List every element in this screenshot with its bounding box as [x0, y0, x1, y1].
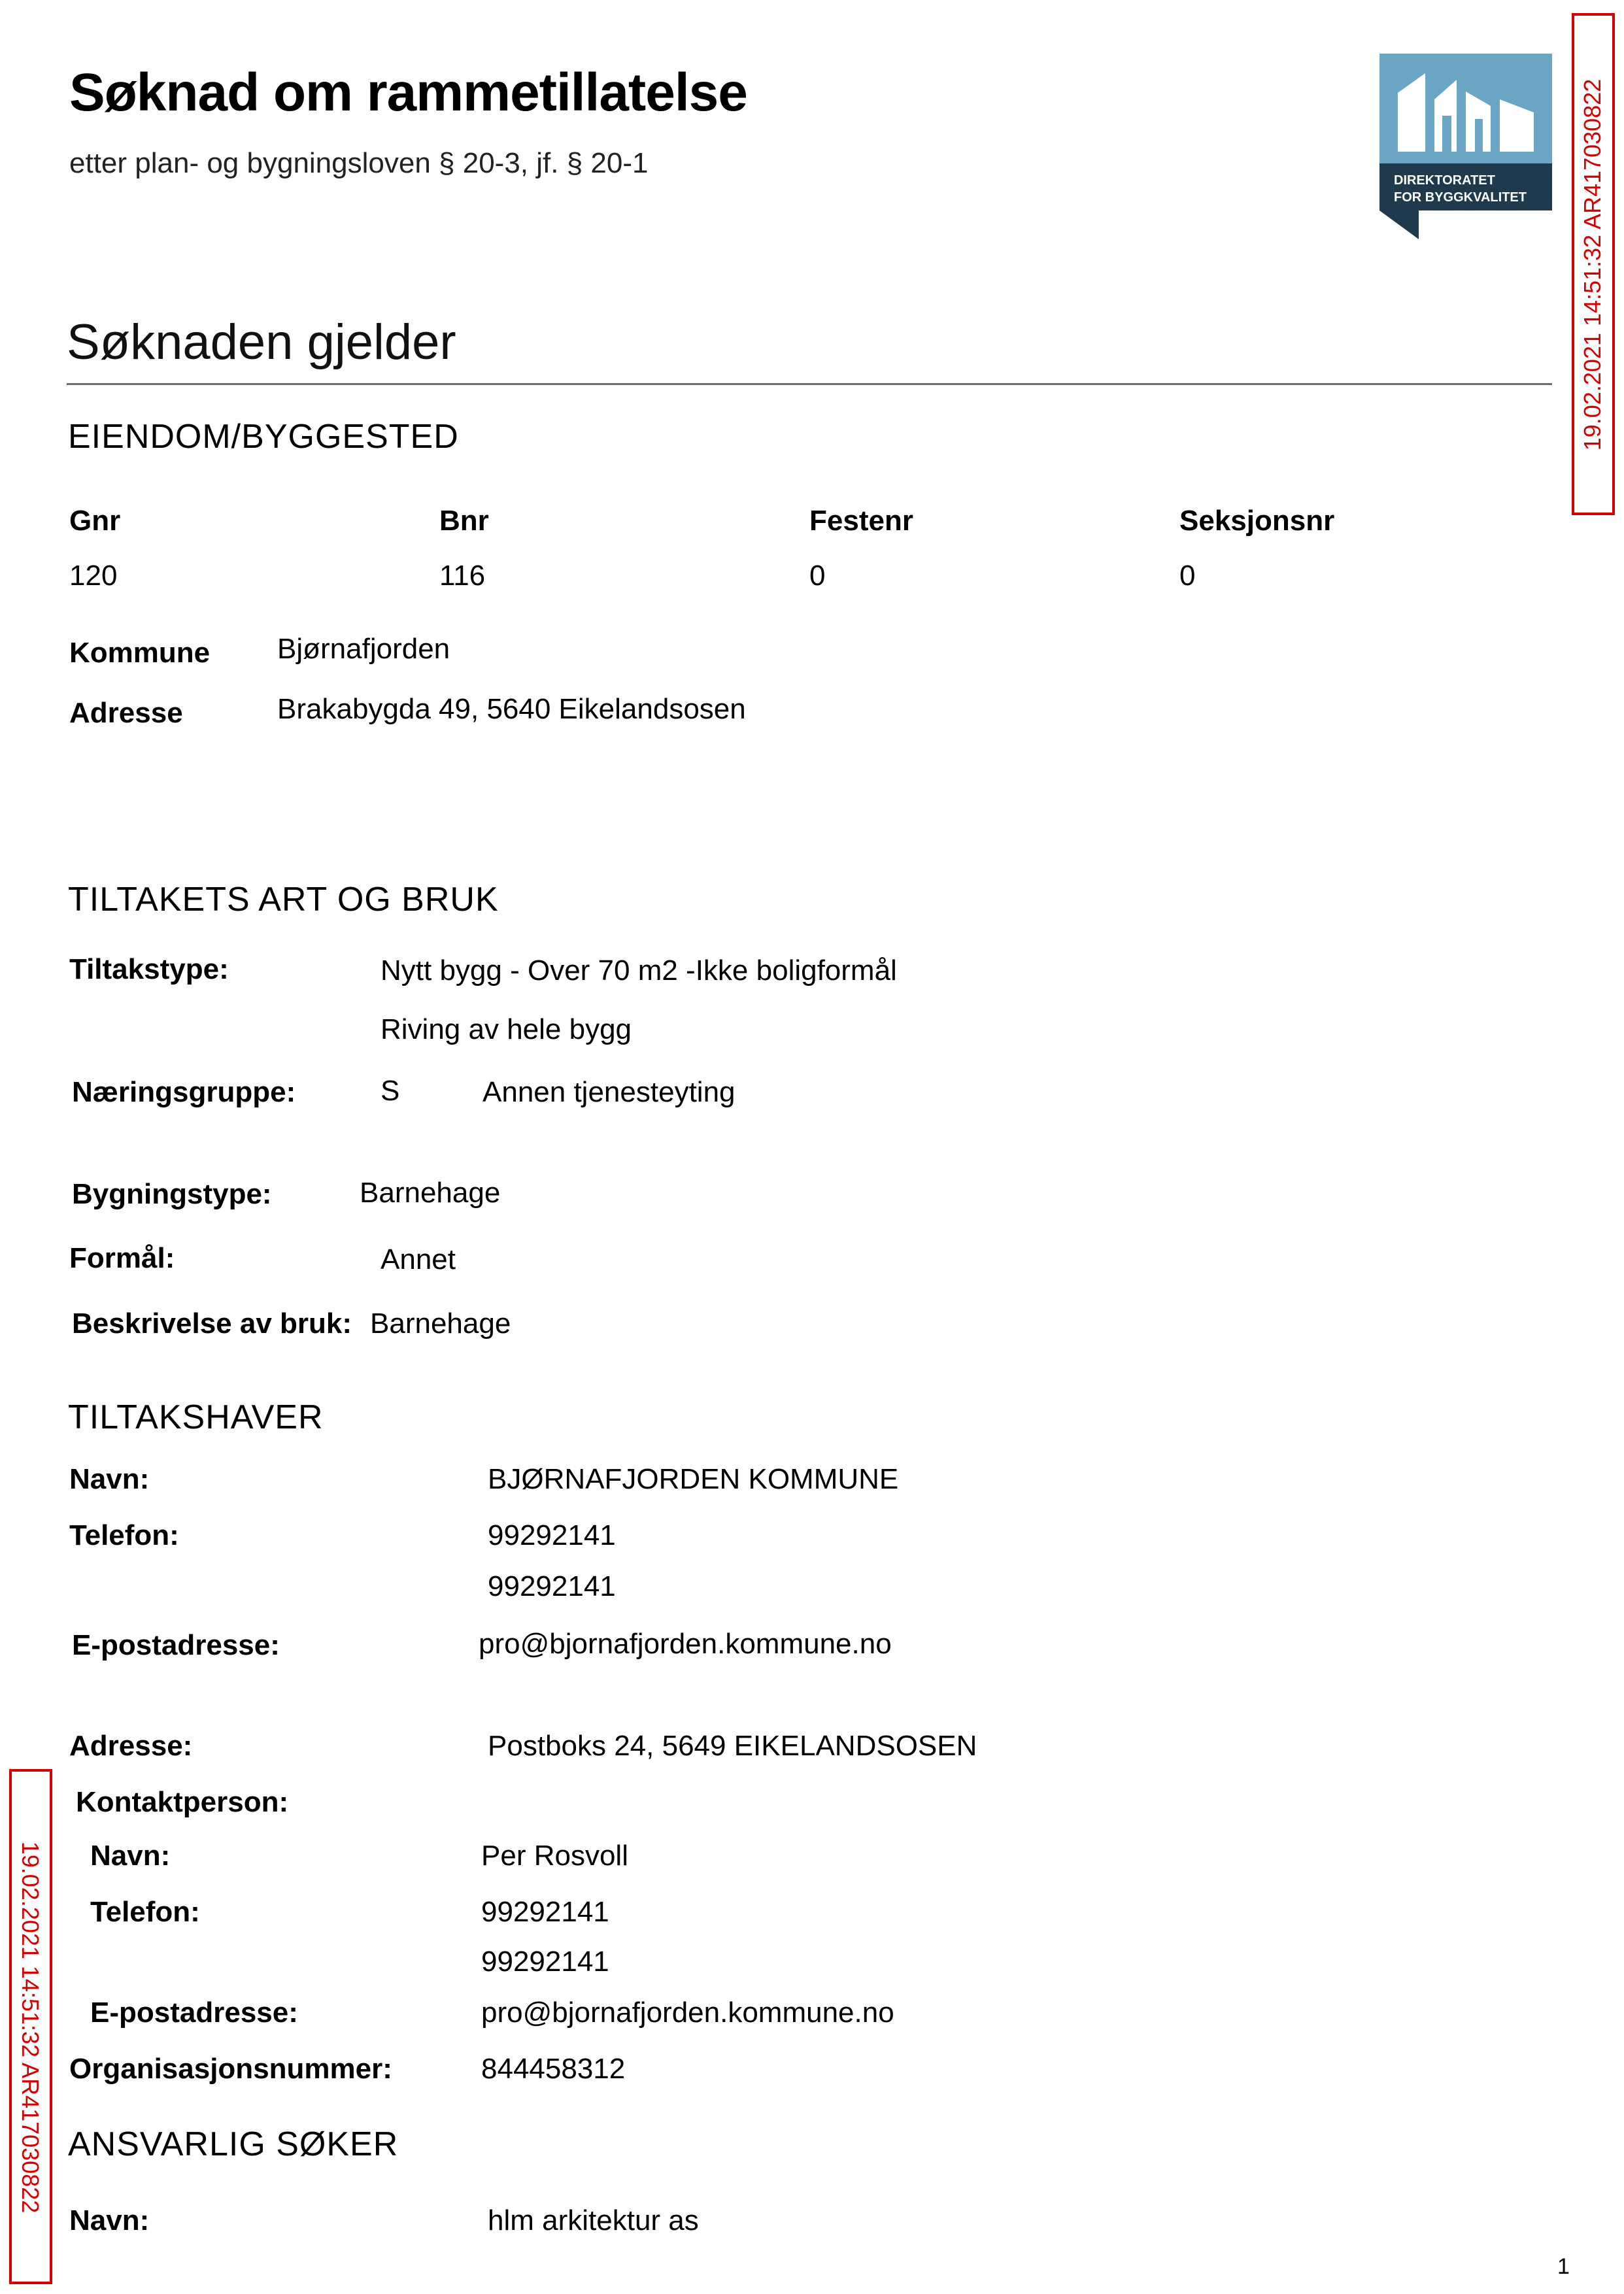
gnr-label: Gnr — [69, 505, 121, 537]
page-number: 1 — [1557, 2254, 1570, 2279]
gnr-value: 120 — [69, 560, 118, 592]
ansvarlig-navn-value: hlm arkitektur as — [488, 2204, 699, 2236]
bygningstype-label: Bygningstype: — [72, 1178, 272, 1210]
tiltakshaver-epost-label: E-postadresse: — [72, 1629, 280, 1661]
section-divider — [67, 383, 1552, 385]
tiltakshaver-heading: TILTAKSHAVER — [68, 1398, 324, 1436]
naeringsgruppe-code: S — [381, 1075, 400, 1107]
seksjonsnr-label: Seksjonsnr — [1179, 505, 1335, 537]
adresse-label: Adresse — [69, 697, 183, 729]
ansvarlig-heading: ANSVARLIG SØKER — [68, 2125, 399, 2163]
adresse-value: Brakabygda 49, 5640 Eikelandsosen — [277, 693, 746, 725]
date-stamp-top-text: 19.02.2021 14:51:32 AR417030822 — [1579, 78, 1606, 451]
eiendom-heading: EIENDOM/BYGGESTED — [68, 418, 459, 456]
logo-line-1: DIREKTORATET — [1394, 173, 1495, 188]
formal-label: Formål: — [69, 1242, 175, 1274]
tiltakshaver-navn-label: Navn: — [69, 1463, 150, 1495]
formal-value: Annet — [381, 1243, 456, 1275]
kontakt-telefon-label: Telefon: — [90, 1896, 200, 1928]
document-subtitle: etter plan- og bygningsloven § 20-3, jf. § 20-1 — [69, 147, 649, 179]
tiltakshaver-epost-value: pro@bjornafjorden.kommune.no — [479, 1628, 892, 1660]
tiltakshaver-adresse-label: Adresse: — [69, 1730, 193, 1762]
kontaktperson-label: Kontaktperson: — [76, 1786, 289, 1818]
document-title: Søknad om rammetillatelse — [69, 63, 747, 122]
kontakt-telefon-value-1: 99292141 — [481, 1896, 609, 1928]
kontakt-epost-value: pro@bjornafjorden.kommune.no — [481, 1997, 894, 2029]
bnr-value: 116 — [439, 560, 486, 592]
beskrivelse-label: Beskrivelse av bruk: — [72, 1307, 352, 1340]
seksjonsnr-value: 0 — [1179, 560, 1196, 592]
bnr-label: Bnr — [439, 505, 489, 537]
kontakt-epost-label: E-postadresse: — [90, 1997, 298, 2029]
kommune-label: Kommune — [69, 637, 211, 669]
festenr-value: 0 — [809, 560, 826, 592]
ansvarlig-navn-label: Navn: — [69, 2204, 150, 2236]
logo-line-2: FOR BYGGKVALITET — [1394, 190, 1527, 205]
tiltakstype-value-2: Riving av hele bygg — [381, 1013, 632, 1045]
date-stamp-bottom — [9, 1769, 52, 2284]
tiltakshaver-adresse-value: Postboks 24, 5649 EIKELANDSOSEN — [488, 1730, 977, 1762]
tiltakshaver-telefon-value-1: 99292141 — [488, 1519, 616, 1551]
orgnr-value: 844458312 — [481, 2053, 626, 2085]
tiltakshaver-telefon-label: Telefon: — [69, 1519, 179, 1551]
kontakt-telefon-value-2: 99292141 — [481, 1946, 609, 1978]
kontakt-navn-label: Navn: — [90, 1840, 171, 1872]
date-stamp-bottom-text: 19.02.2021 14:51:32 AR417030822 — [17, 1841, 44, 2214]
orgnr-label: Organisasjonsnummer: — [69, 2053, 392, 2085]
bygningstype-value: Barnehage — [360, 1177, 501, 1209]
dibk-logo — [1379, 54, 1552, 239]
naeringsgruppe-value: Annen tjenesteyting — [482, 1076, 736, 1108]
tiltakstype-value-1: Nytt bygg - Over 70 m2 -Ikke boligformål — [381, 954, 897, 987]
tiltakstype-label: Tiltakstype: — [69, 953, 229, 985]
festenr-label: Festenr — [809, 505, 913, 537]
section-heading: Søknaden gjelder — [67, 314, 456, 370]
naeringsgruppe-label: Næringsgruppe: — [72, 1076, 296, 1108]
beskrivelse-value: Barnehage — [370, 1307, 511, 1340]
date-stamp-top — [1572, 13, 1615, 515]
kommune-value: Bjørnafjorden — [277, 633, 450, 665]
tiltakshaver-telefon-value-2: 99292141 — [488, 1570, 616, 1602]
tiltakshaver-navn-value: BJØRNAFJORDEN KOMMUNE — [488, 1463, 899, 1495]
tiltak-heading: TILTAKETS ART OG BRUK — [68, 881, 499, 919]
kontakt-navn-value: Per Rosvoll — [481, 1840, 628, 1872]
